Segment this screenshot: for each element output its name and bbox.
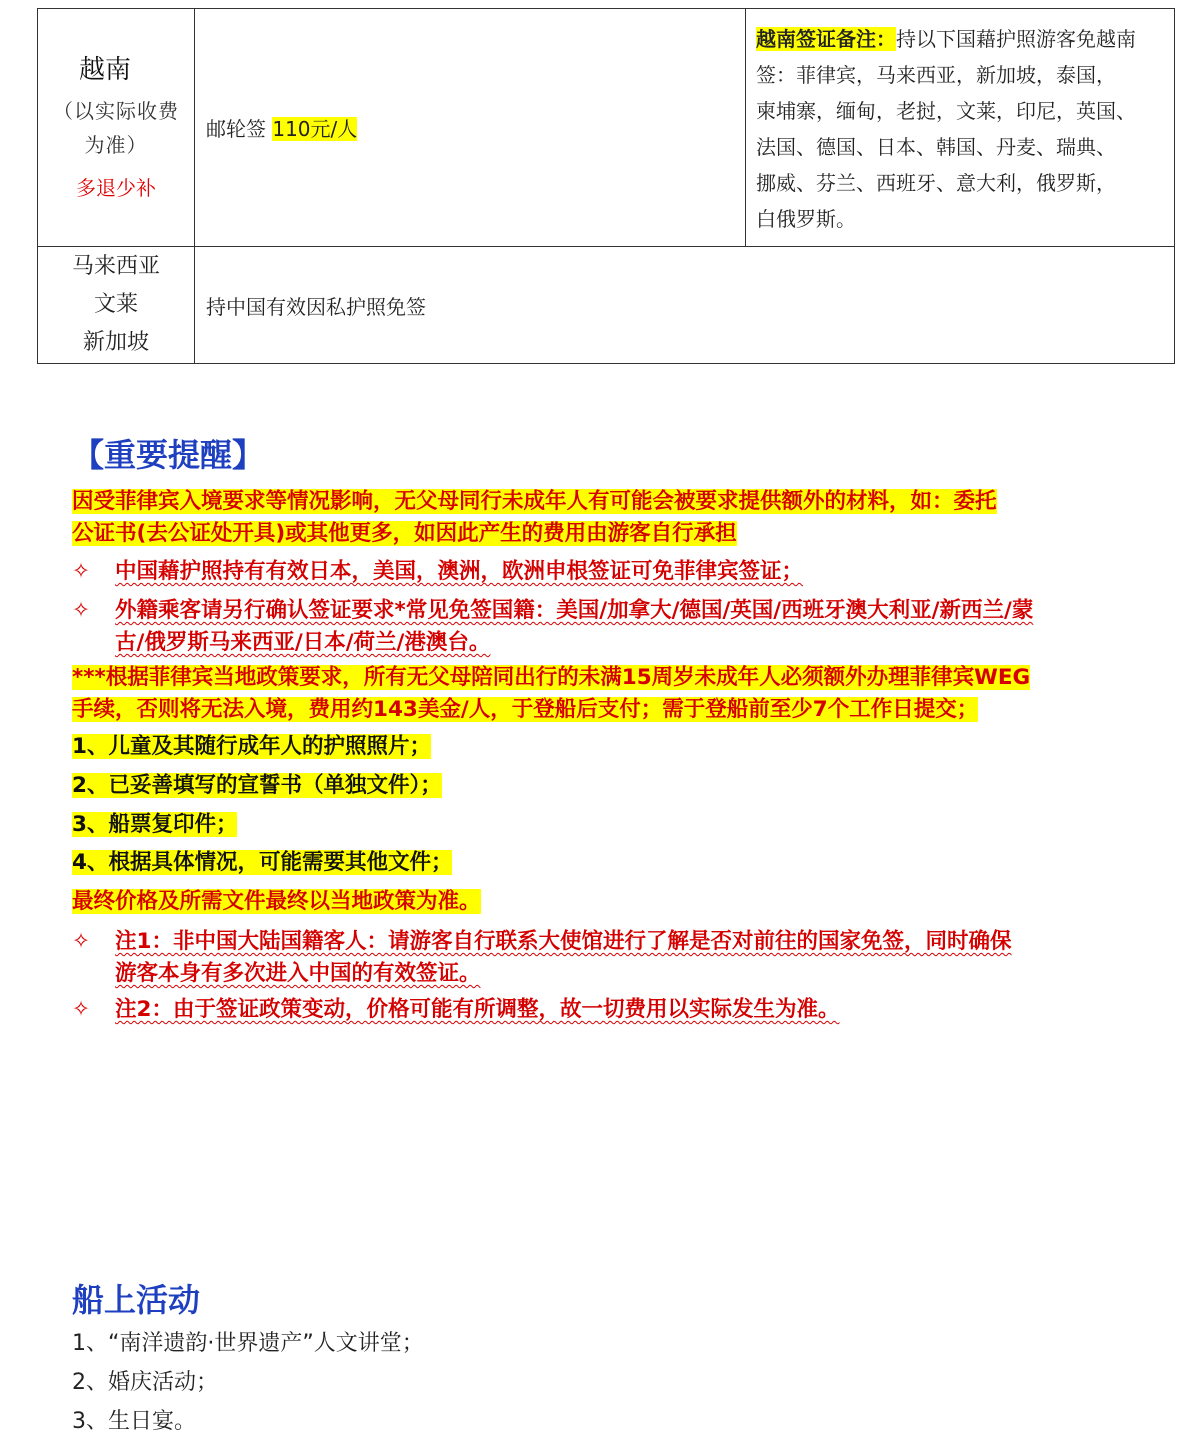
activity-item: 1、“南洋遗韵·世界遗产”人文讲堂； — [72, 1331, 424, 1356]
visa-free-countries-cell — [38, 247, 195, 364]
visa-table — [37, 8, 1175, 364]
star-bullet-icon: ✧ — [72, 598, 91, 623]
remark-line-1: 签：菲律宾，马来西亚，新加坡，泰国， — [756, 63, 1116, 87]
activities-title: 船上活动 — [72, 1281, 201, 1319]
bullet-text: 中国藉护照持有有效日本，美国，澳洲，欧洲申根签证可免菲律宾签证； — [115, 559, 804, 584]
note-2-text: 注2：由于签证政策变动，价格可能有所调整，故一切费用以实际发生为准。 — [115, 997, 840, 1022]
doc-item — [72, 770, 1122, 802]
country-brunei: 文莱 — [93, 292, 138, 317]
final-note-text: 最终价格及所需文件最终以当地政策为准。 — [72, 889, 481, 914]
doc-item-4: 4、根据具体情况，可能需要其他文件； — [72, 850, 453, 875]
remark-line-4: 挪威、芬兰、西班牙、意大利，俄罗斯， — [756, 171, 1116, 195]
reminder-intro-line1: 因受菲律宾入境要求等情况影响，无父母同行未成年人有可能会被要求提供额外的材料，如：委托 — [72, 489, 997, 514]
remark-line-3: 法国、德国、日本、韩国、丹麦、瑞典、 — [756, 135, 1116, 159]
vietnam-country-cell — [38, 9, 195, 247]
bullet-item — [72, 556, 1122, 588]
remark-line-0: 持以下国藉护照游客免越南 — [896, 27, 1136, 51]
visa-free-policy: 持中国有效因私护照免签 — [206, 294, 426, 319]
bullet-text-line1: 外籍乘客请另行确认签证要求*常见免签国籍：美国/加拿大/德国/英国/西班牙澳大利亚/新西兰/蒙 — [115, 598, 1034, 623]
vietnam-fee-cell — [195, 9, 746, 247]
bullet-item — [72, 595, 1122, 659]
remark-line-2: 柬埔寨，缅甸，老挝，文莱，印尼，英国、 — [756, 99, 1136, 123]
note-item — [72, 926, 1122, 990]
visa-free-policy-cell — [195, 247, 1175, 364]
doc-item-3: 3、船票复印件； — [72, 812, 238, 837]
star-bullet-icon: ✧ — [72, 929, 91, 954]
vietnam-fee-note-line1: （以实际收费 — [53, 99, 179, 123]
note-1-line1: 注1：非中国大陆国籍客人：请游客自行联系大使馆进行了解是否对前往的国家免签，同时确保 — [115, 929, 1012, 954]
country-name-vietnam: 越南 — [78, 55, 131, 85]
doc-item-2: 2、已妥善填写的宣誓书（单独文件）； — [72, 773, 442, 798]
weg-requirement — [72, 662, 1122, 726]
reminder-intro — [72, 486, 1122, 550]
activity-item: 2、婚庆活动； — [72, 1370, 218, 1395]
vietnam-remark-cell — [746, 9, 1175, 247]
doc-item — [72, 809, 1122, 841]
doc-item — [72, 847, 1122, 879]
vietnam-refund-note: 多退少补 — [76, 176, 156, 200]
country-malaysia: 马来西亚 — [71, 254, 160, 279]
final-note — [72, 886, 1122, 918]
fee-value: 110元/人 — [272, 117, 358, 141]
activity-item: 3、生日宴。 — [72, 1409, 196, 1434]
visa-free-row — [38, 247, 1175, 364]
star-bullet-icon: ✧ — [72, 559, 91, 584]
reminder-intro-line2: 公证书(去公证处开具)或其他更多，如因此产生的费用由游客自行承担 — [72, 521, 737, 546]
doc-item — [72, 731, 1122, 763]
remark-line-5: 白俄罗斯。 — [756, 207, 856, 231]
fee-prefix: 邮轮签 — [206, 117, 266, 141]
weg-line2: 手续，否则将无法入境，费用约143美金/人，于登船后支付；需于登船前至少7个工作日提交； — [72, 697, 979, 722]
note-1-line2: 游客本身有多次进入中国的有效签证。 — [115, 961, 481, 986]
country-singapore: 新加坡 — [82, 330, 149, 355]
reminder-title: 【重要提醒】 — [72, 436, 265, 474]
star-bullet-icon: ✧ — [72, 997, 91, 1022]
doc-item-1: 1、儿童及其随行成年人的护照照片； — [72, 734, 431, 759]
weg-line1: ***根据菲律宾当地政策要求，所有无父母陪同出行的未满15周岁未成年人必须额外办理菲律宾WEG — [72, 665, 1031, 690]
bullet-text-line2: 古/俄罗斯马来西亚/日本/荷兰/港澳台。 — [115, 630, 491, 655]
vietnam-row — [38, 9, 1175, 247]
note-item — [72, 994, 1122, 1026]
vietnam-fee-note-line2: 为准） — [84, 133, 148, 157]
remark-label: 越南签证备注： — [756, 27, 896, 51]
